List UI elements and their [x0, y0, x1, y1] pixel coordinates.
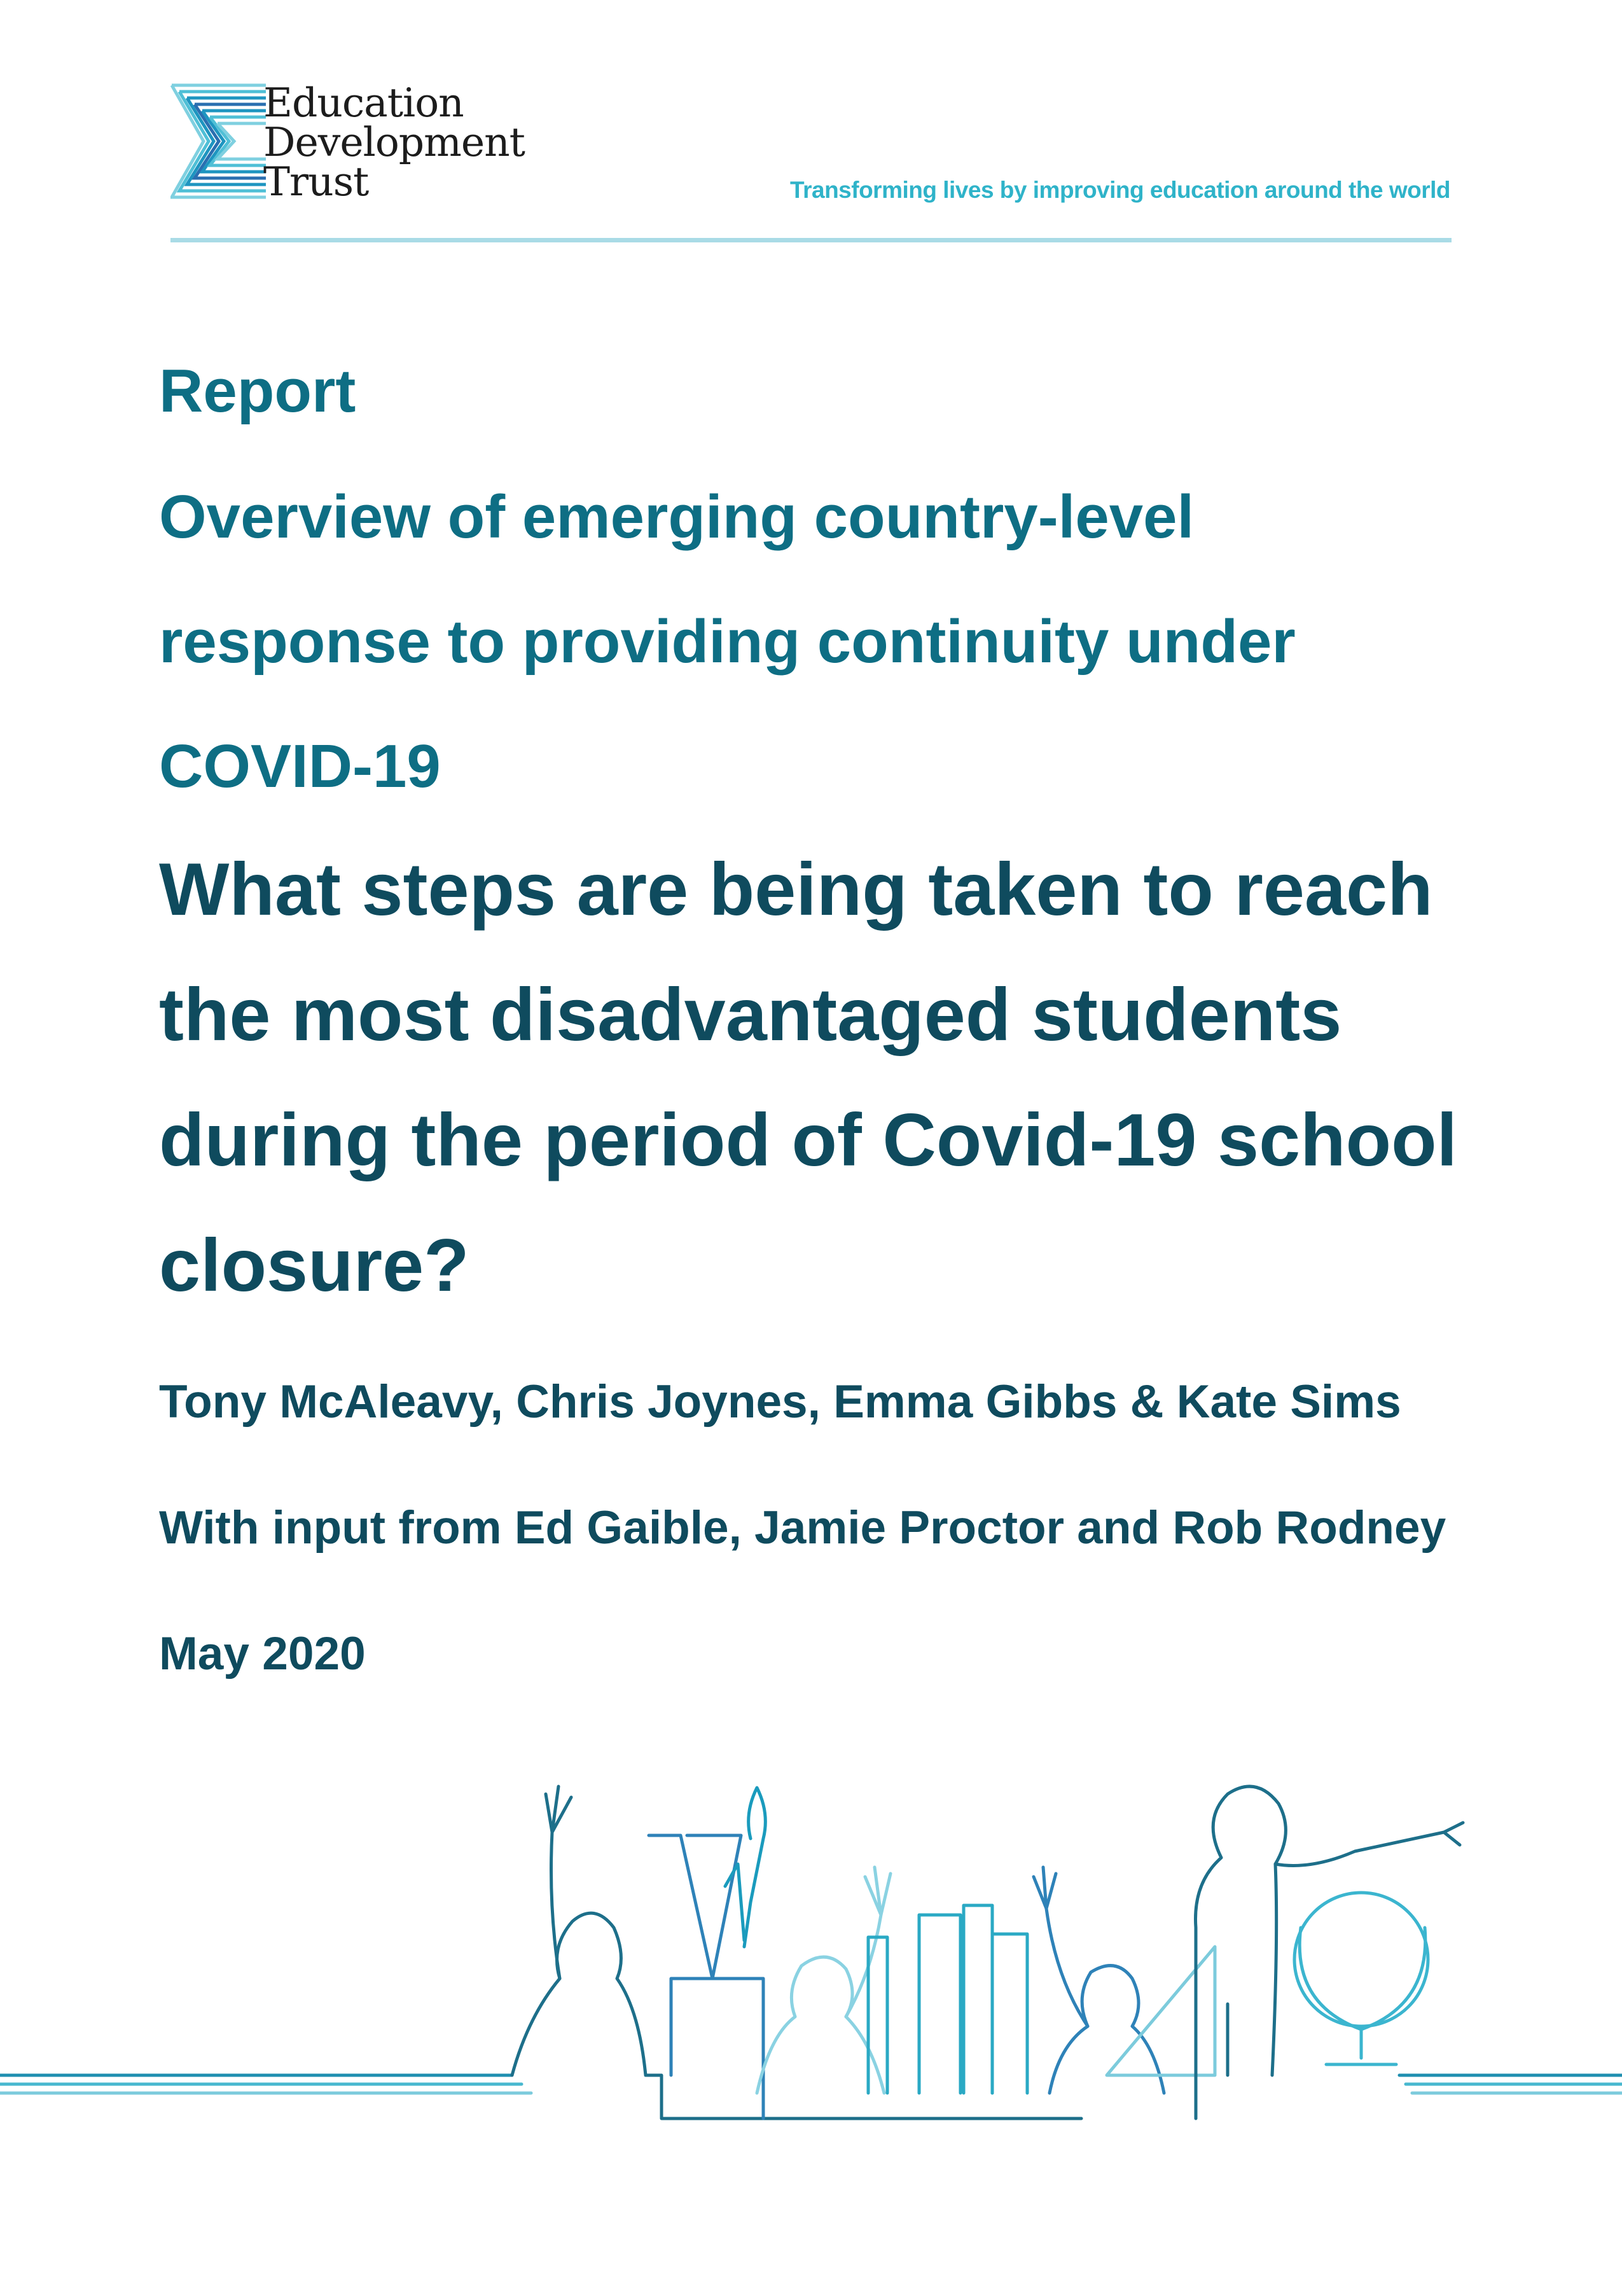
report-subtitle-line-1: Overview of emerging country-level	[159, 483, 1195, 551]
logo-text-education: Education	[263, 80, 464, 126]
report-contributors: With input from Ed Gaible, Jamie Proctor and Rob Rodney	[159, 1502, 1446, 1554]
report-authors: Tony McAleavy, Chris Joynes, Emma Gibbs & Kate Sims	[159, 1376, 1401, 1428]
report-question-line-4: closure?	[159, 1223, 469, 1307]
report-subtitle-line-3: COVID-19	[159, 732, 441, 800]
report-subtitle-line-2: response to providing continuity under	[159, 608, 1296, 676]
education-development-trust-logo-icon	[170, 83, 267, 200]
header-divider	[170, 238, 1452, 242]
tagline: Transforming lives by improving education around the world	[790, 177, 1450, 203]
report-date: May 2020	[159, 1628, 366, 1680]
report-question-line-2: the most disadvantaged students	[159, 973, 1342, 1056]
logo-text-trust: Trust	[263, 158, 369, 205]
report-label: Report	[159, 357, 356, 425]
report-question-line-1: What steps are being taken to reach	[159, 847, 1433, 931]
report-question-line-3: during the period of Covid-19 school	[159, 1098, 1458, 1181]
classroom-line-art-icon	[0, 1718, 1622, 2125]
logo-text-development: Development	[263, 119, 525, 165]
